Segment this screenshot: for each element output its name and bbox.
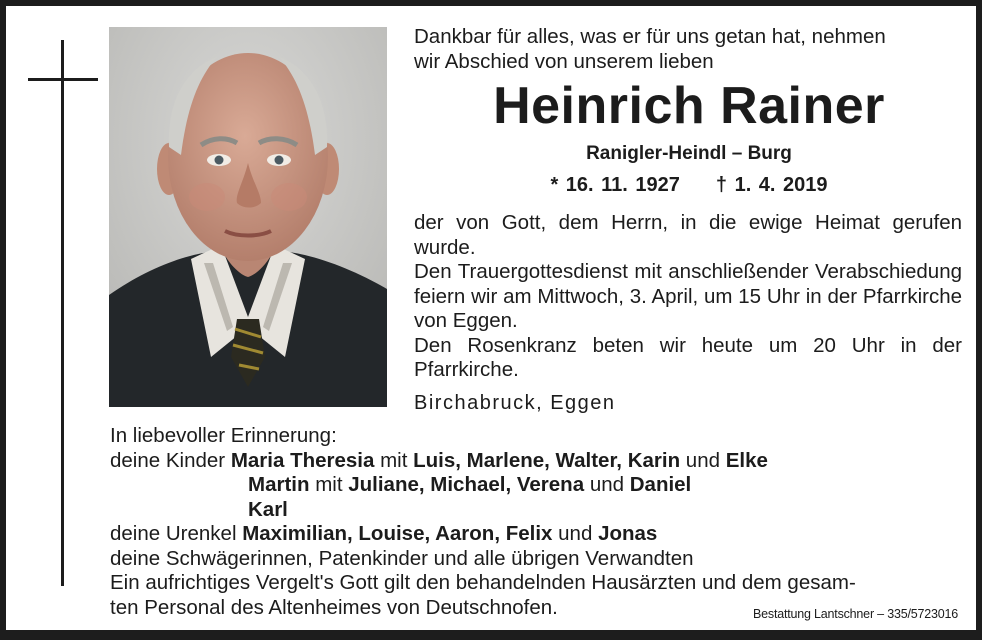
intro-line-1: Dankbar für alles, was er für uns getan hat, nehmen: [414, 25, 886, 48]
spouse-names: Daniel: [629, 473, 692, 496]
body-paragraph-3: Den Rosenkranz beten wir heute um 20 Uhr in der Pfarrkirche.: [414, 333, 962, 381]
intro-text: [414, 24, 964, 74]
children-row-3: [110, 498, 960, 523]
great-grandchildren-names: Jonas: [598, 522, 658, 545]
portrait-photo: [109, 27, 387, 407]
relatives-row: deine Schwägerinnen, Patenkinder und alle übrigen Verwandten: [110, 546, 694, 570]
birth-date: * 16. 11. 1927: [550, 174, 680, 196]
spouse-names: Juliane, Michael, Verena: [348, 473, 585, 496]
cross-vertical-bar: [61, 40, 64, 586]
memory-section: [110, 424, 960, 571]
death-date: † 1. 4. 2019: [715, 174, 828, 196]
children-row-1: [110, 449, 960, 474]
connector-text: mit: [380, 448, 408, 472]
child-name: Martin: [248, 473, 310, 496]
children-row-2: [110, 473, 960, 498]
place-line: Birchabruck, Eggen: [414, 392, 616, 414]
connector-text: und: [589, 473, 625, 496]
body-paragraph-2: Den Trauergottesdienst mit anschließender Verabschiedung feiern wir am Mittwoch, 3. April, um 15 Uhr in der Pfarrkirche von Eggen.: [414, 260, 962, 332]
thanks-line-1: Ein aufrichtiges Vergelt's Gott gilt den behandelnden Hausärzten und dem gesam-: [110, 571, 856, 594]
great-grandchildren-names: Maximilian, Louise, Aaron, Felix: [242, 522, 553, 545]
memory-heading: In liebevoller Erinnerung:: [110, 424, 337, 447]
connector-text: und: [558, 522, 593, 545]
children-label: deine Kinder: [110, 448, 226, 472]
intro-line-2: wir Abschied von unserem lieben: [414, 50, 714, 73]
great-grandchildren-label: deine Urenkel: [110, 522, 237, 545]
connector-text: mit: [315, 473, 343, 496]
great-grandchildren-row: [110, 522, 960, 547]
funeral-home-credit: Bestattung Lantschner – 335/5723016: [753, 607, 958, 621]
announcement-body: [414, 211, 962, 383]
child-name: Karl: [248, 497, 288, 521]
obituary-notice: [6, 6, 976, 630]
spouse-names: Elke: [725, 448, 768, 472]
thanks-line-2: ten Personal des Altenheimes von Deutschnofen.: [110, 595, 558, 619]
life-dates: [414, 172, 964, 198]
deceased-name: Heinrich Rainer: [493, 77, 885, 135]
connector-text: und: [685, 448, 721, 472]
house-name: Ranigler-Heindl – Burg: [586, 143, 792, 164]
child-name: Maria Theresia: [230, 448, 375, 472]
spouse-names: Luis, Marlene, Walter, Karin: [413, 448, 681, 472]
cross-horizontal-bar: [28, 78, 98, 81]
body-paragraph-1: der von Gott, dem Herrn, in die ewige Heimat gerufen wurde.: [414, 211, 962, 259]
portrait-illustration: [109, 27, 387, 407]
